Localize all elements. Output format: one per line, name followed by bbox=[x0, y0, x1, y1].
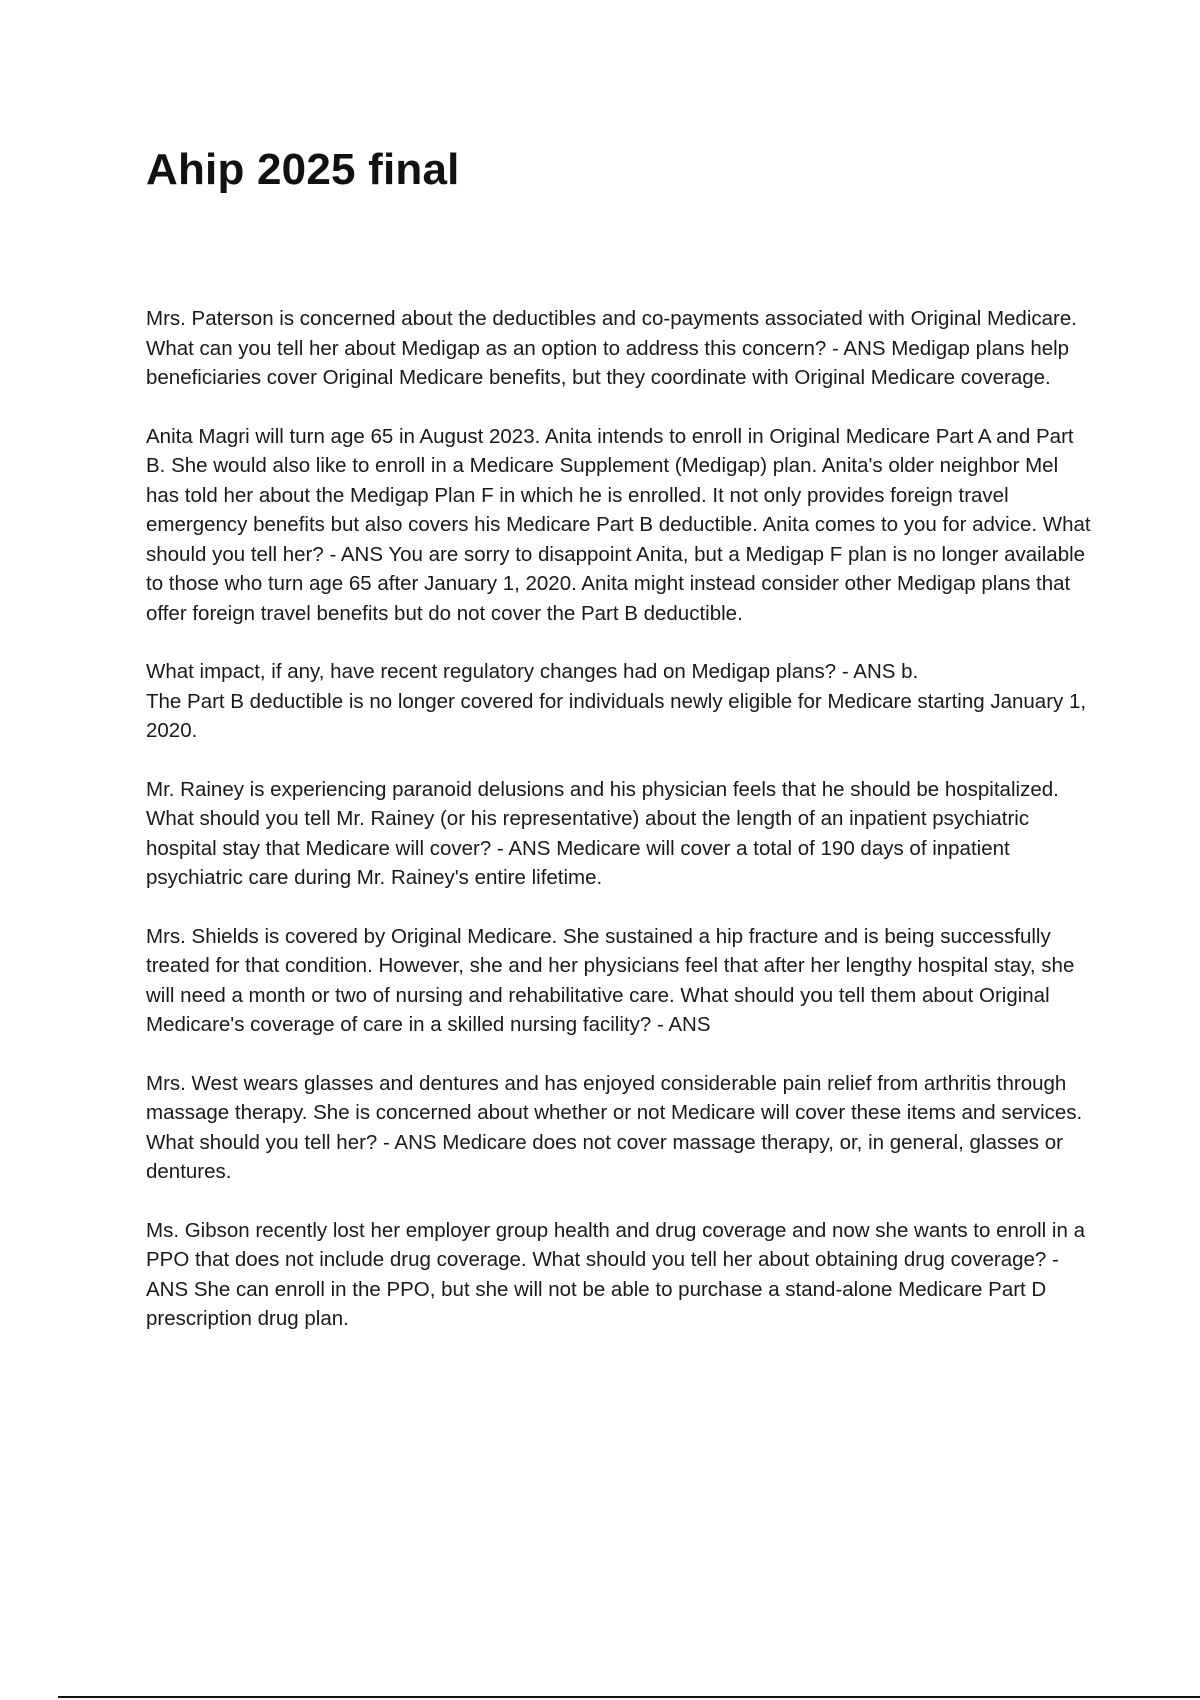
answer-text: You are sorry to disappoint Anita, but a Medigap F plan is no longer available to those who turn age 65 after January 1, 2020. Anita might instead consider other Medigap plans that offer foreign travel benefits but do not cover the Part B deductible. bbox=[146, 542, 1086, 625]
qa-item-6 bbox=[146, 1069, 1096, 1187]
answer-text: She can enroll in the PPO, but she will not be able to purchase a stand-alone Medicare Part D prescription drug plan. bbox=[146, 1277, 1047, 1330]
answer-text: The Part B deductible is no longer covered for individuals newly eligible for Medicare starting January 1, 2020. bbox=[146, 689, 1087, 742]
answer-text: Medigap plans help beneficiaries cover Original Medicare benefits, but they coordinate with Original Medicare coverage. bbox=[146, 336, 1070, 389]
qa-item-5 bbox=[146, 922, 1096, 1040]
answer-text: Medicare will cover a total of 190 days of inpatient psychiatric care during Mr. Rainey's entire lifetime. bbox=[146, 836, 1010, 889]
question-text: Mrs. West wears glasses and dentures and has enjoyed considerable pain relief from arthritis through massage therapy. She is concerned about whether or not Medicare will cover these items and services. What should you tell her? - ANS bbox=[146, 1071, 1083, 1154]
qa-item-7 bbox=[146, 1216, 1096, 1334]
question-text: Mrs. Paterson is concerned about the deductibles and co-payments associated with Original Medicare. What can you tell her about Medigap as an option to address this concern? - ANS bbox=[146, 307, 1077, 360]
question-text: Ms. Gibson recently lost her employer group health and drug coverage and now she wants to enroll in a PPO that does not include drug coverage. What should you tell her about obtaining drug coverage? - ANS bbox=[146, 1218, 1085, 1301]
answer-text: Medicare does not cover massage therapy, or, in general, glasses or dentures. bbox=[146, 1130, 1063, 1183]
qa-item-3 bbox=[146, 657, 1096, 746]
question-text: Mrs. Shields is covered by Original Medicare. She sustained a hip fracture and is being successfully treated for that condition. However, she and her physicians feel that after her lengthy hospital stay, she will need a month or two of nursing and rehabilitative care. What should you tell them about Original Medicare's coverage of care in a skilled nursing facility? - ANS bbox=[146, 924, 1075, 1036]
question-text: Mr. Rainey is experiencing paranoid delusions and his physician feels that he should be hospitalized. What should you tell Mr. Rainey (or his representative) about the length of an inpatient psychiatric hospital stay that Medicare will cover? - ANS bbox=[146, 777, 1059, 860]
qa-item-2 bbox=[146, 422, 1096, 629]
qa-item-4 bbox=[146, 775, 1096, 893]
footer-divider bbox=[58, 1696, 1200, 1698]
question-text: Anita Magri will turn age 65 in August 2023. Anita intends to enroll in Original Medicare Part A and Part B. She would also like to enroll in a Medicare Supplement (Medigap) plan. Anita's older neighbor Mel has told her about the Medigap Plan F in which he is enrolled. It not only provides foreign travel emergency benefits but also covers his Medicare Part B deductible. Anita comes to you for advice. What should you tell her? - ANS bbox=[146, 424, 1091, 566]
question-text: What impact, if any, have recent regulatory changes had on Medigap plans? - ANS b. bbox=[146, 660, 919, 683]
qa-list bbox=[146, 304, 1096, 1363]
qa-item-1 bbox=[146, 304, 1096, 393]
document-title: Ahip 2025 final bbox=[146, 145, 460, 194]
